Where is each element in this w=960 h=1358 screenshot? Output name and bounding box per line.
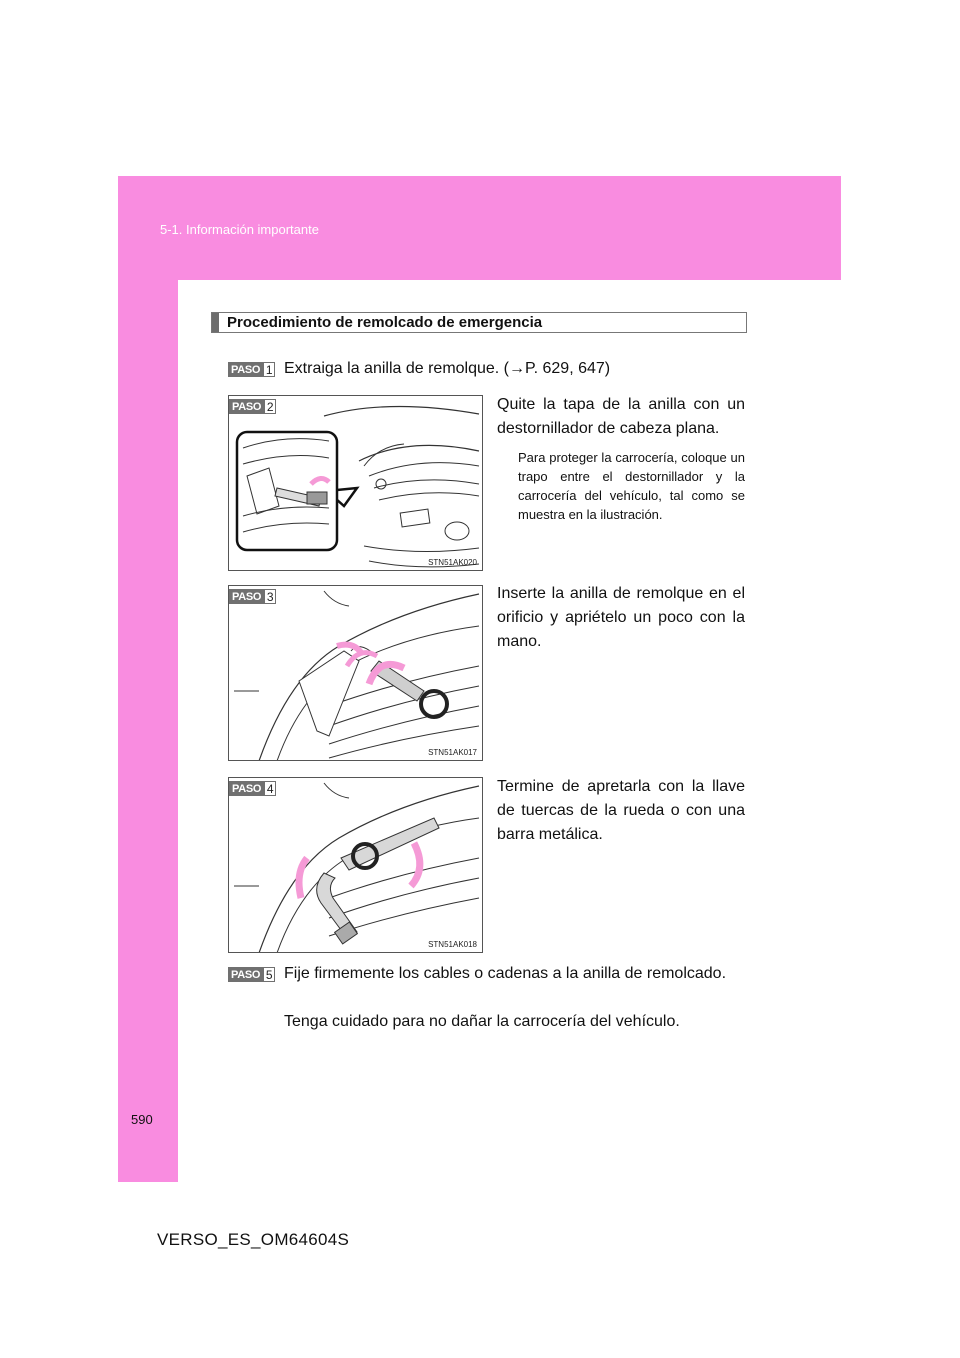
figure-code: STN51AK018 [428, 940, 477, 949]
step-5-text: Fije firmemente los cables o cadenas a la anilla de remolcado. [284, 965, 727, 982]
sidebar-band [118, 280, 178, 1182]
figure-code: STN51AK020 [428, 558, 477, 567]
figure-step-4 [228, 777, 483, 953]
tow-eye-insertion-illustration [229, 586, 483, 761]
document-code: VERSO_ES_OM64604S [157, 1230, 350, 1249]
figure-step-2 [228, 395, 483, 571]
page-number: 590 [131, 1112, 153, 1127]
heading-text: Procedimiento de remolcado de emergencia [227, 314, 543, 331]
step-2-text: Quite la tapa de la anilla con un destornillador de cabeza plana. [497, 396, 745, 437]
heading-bar [212, 313, 219, 332]
step-2-note: Para proteger la carrocería, coloque un trapo entre el destornillador y la carrocería del vehículo, tal como se muestra en la ilustración. [518, 450, 745, 522]
step-1-text: Extraiga la anilla de remolque. (→P. 629, 647) [284, 360, 611, 377]
step-5-text-2: Tenga cuidado para no dañar la carrocería del vehículo. [284, 1013, 680, 1030]
step-4-text: Termine de apretarla con la llave de tuercas de la rueda o con una barra metálica. [497, 778, 745, 843]
step-1-label: PASO 1 [228, 362, 275, 377]
tighten-with-wrench-illustration [229, 778, 483, 953]
step-3-label: PASO 3 [229, 589, 276, 604]
section-label: 5-1. Información importante [160, 222, 319, 237]
figure-code: STN51AK017 [428, 748, 477, 757]
car-front-tow-cover-illustration [229, 396, 483, 571]
section-heading [211, 312, 747, 333]
step-3-text: Inserte la anilla de remolque en el orificio y apriételo un poco con la mano. [497, 585, 745, 650]
step-2-label: PASO 2 [229, 399, 276, 414]
step-4-label: PASO 4 [229, 781, 276, 796]
figure-step-3 [228, 585, 483, 761]
step-5-label: PASO 5 [228, 967, 275, 982]
